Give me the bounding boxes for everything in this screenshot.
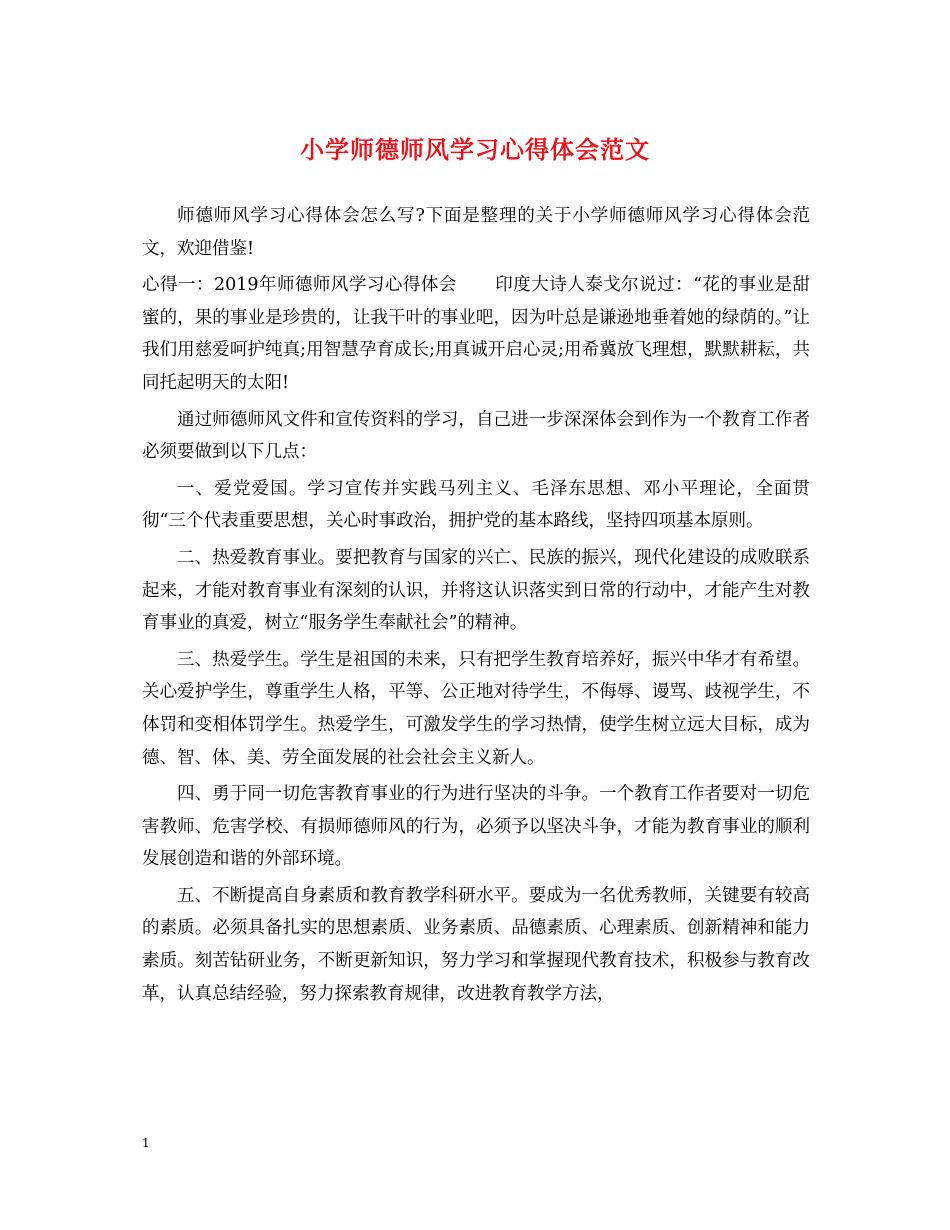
body-paragraph-1: 通过师德师风文件和宣传资料的学习，自己进一步深深体会到作为一个教育工作者必须要做到以下几点： (142, 409, 810, 463)
footer-divider (142, 1164, 810, 1165)
section-text: 印度大诗人泰戈尔说过：“花的事业是甜蜜的，果的事业是珍贵的，让我干叶的事业吧，因为叶总是谦逊地垂着她的绿荫的。”让我们用慈爱呵护纯真;用智慧孕育成长;用真诚开启心灵;用希冀放飞理想，默默耕耘，共同托起明天的太阳! (142, 275, 810, 393)
section-label: 心得一：2019年师德师风学习心得体会 (142, 275, 457, 296)
section-paragraph (142, 269, 810, 399)
document-title: 小学师德师风学习心得体会范文 (300, 135, 650, 164)
body-paragraph-5: 四、勇于同一切危害教育事业的行为进行坚决的斗争。一个教育工作者要对一切危害教师、危害学校、有损师德师风的行为，必须予以坚决斗争，才能为教育事业的顺利发展创造和谐的外部环境。 (142, 784, 810, 870)
document-body (142, 200, 810, 1014)
body-paragraph-3: 二、热爱教育事业。要把教育与国家的兴亡、民族的振兴，现代化建设的成败联系起来，才能对教育事业有深刻的认识，并将这认识落实到日常的行动中，才能产生对教育事业的真爱，树立“服务学生奉献社会”的精神。 (142, 547, 810, 634)
page-number: 1 (142, 1136, 150, 1150)
body-paragraph-4: 三、热爱学生。学生是祖国的未来，只有把学生教育培养好，振兴中华才有希望。关心爱护学生，尊重学生人格，平等、公正地对待学生，不侮辱、谩骂、歧视学生，不体罚和变相体罚学生。热爱学生，可激发学生的学习热情，使学生树立远大目标，成为德、智、体、美、劳全面发展的社会社会主义新人。 (142, 649, 810, 768)
body-paragraph-6: 五、不断提高自身素质和教育教学科研水平。要成为一名优秀教师，关键要有较高的素质。必须具备扎实的思想素质、业务素质、品德素质、心理素质、创新精神和能力素质。刻苦钻研业务，不断更新知识，努力学习和掌握现代教育技术，积极参与教育改革，认真总结经验，努力探索教育规律，改进教育教学方法， (142, 885, 810, 1004)
body-paragraph-2: 一、爱党爱国。学习宣传并实践马列主义、毛泽东思想、邓小平理论，全面贯彻“三个代表重要思想，关心时事政治，拥护党的基本路线，坚持四项基本原则。 (142, 478, 810, 532)
intro-paragraph: 师德师风学习心得体会怎么写?下面是整理的关于小学师德师风学习心得体会范文，欢迎借鉴! (142, 206, 810, 259)
